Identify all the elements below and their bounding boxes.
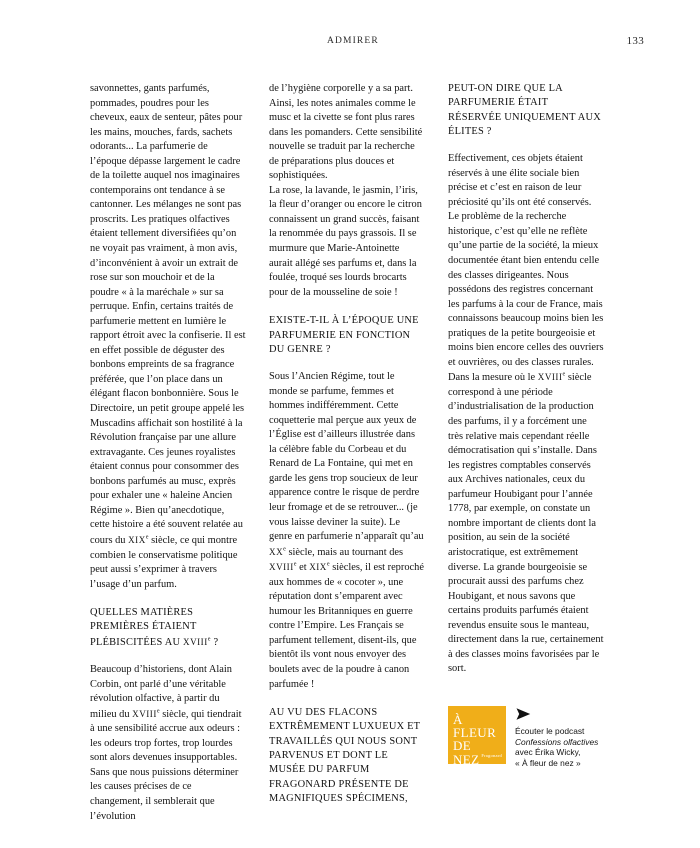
col1-subhead-text: QUELLES MATIÈRES PREMIÈRES ÉTAIENT PLÉBISCITÉES AU [90,607,197,648]
col2-p3-text-mid-1: siècle, mais au tournant des [285,546,404,558]
col1-p2-text-end: siècle, qui tiendrait à une sensibilité accrue aux odeurs : les odeurs trop fortes, trop lourdes sont alors devenues insupportables. Sans que nous puissions déterminer les causes précises de ce changement, il semblerait que l’évolution [90,708,242,822]
col1-p1-century-numeral: XIX [128,534,146,545]
col2-p3-text: Sous l’Ancien Régime, tout le monde se parfume, femmes et hommes indifféremment. Cette coquetterie mal perçue aux yeux de l’Église est d’ailleurs illustrée dans la célèbre fable du Corbeau et du Renard de La Fontaine, qui met en garde les gens trop soucieux de leur apparence contre le risque de perdre leur fromage et de se retrouver... (je vous laisse deviner la suite). Le genre en parfumerie n’apparaît qu’au [269,371,424,543]
col3-paragraph-1 [448,152,604,677]
col2-p3-century-suffix-3: e [326,560,330,568]
podcast-logo-line-4: NEZ [453,751,480,764]
col3-p1-century-suffix: e [562,370,566,378]
col2-p3-text-end: siècles, il est reproché aux hommes de « cocoter », une réputation dont s’emparent avec humour les Britanniques en guerre contre l’Empire. Les Français se parfument tellement, disent-ils, que bientôt ils vont nous envoyer des boulets avec de la poudre à canon parfumée ! [269,562,424,690]
col1-paragraph-1 [90,82,246,592]
col2-subheading-flacons: AU VU DES FLACONS EXTRÊMEMENT LUXUEUX ET TRAVAILLÉS QUI NOUS SONT PARVENUS ET DONT LE MUSÉE DU PARFUM FRAGONARD PRÉSENTE DE MAGNIFIQUES SPÉCIMENS, [269,707,421,804]
page-number: 133 [626,35,644,47]
column-2 [269,82,425,802]
col3-p1-text-end: siècle correspond à une période d’industrialisation de la production des parfums, il y a forcément une très relative mais cependant réelle démocratisation qui s’installe. Dans les registres comptables conservés aux Archives nationales, ceux du parfumeur Houbigant pour l’année 1778, par exemple, on constate un nombre important de clients dont la position, au sein de la société aristocratique, est extrêmement diverse. La grande bourgeoisie se procurait aussi des parfums chez Houbigant, et nous savons que certains produits parfumés étaient revendus ensuite sous le manteau, directement dans la rue, certainement à des classes moins favorisées par le sort. [448,372,604,675]
three-column-text-area [90,82,644,822]
col1-p1-text: savonnettes, gants parfumés, pommades, poudres pour les cheveux, eaux de senteur, pâtes pour les mains, mouches, fards, sachets odorants... La parfumerie de l’époque dépasse largement le cadre de la toilette auquel nos imaginaires contemporains ont tendance à se cantonner. Les mélanges ne sont pas proscrits. Les pratiques olfactives étaient tellement diversifiées qu’on ne voyait pas vraiment, à mon avis, d’inconvénient à avoir un extrait de rose sur son mouchoir et de la poudre « à la maréchale » sur sa perruque. Enfin, certains traités de parfumerie mettent en lumière le rapport étroit avec la confiserie. Il est en effet possible de déguster des bonbons empreints de sa fragrance préférée, que l’on place dans un élégant flacon bonbonnière. Sous le Directoire, un petit groupe appelé les Muscadins affichait son hostilité à la Révolution française par une allure extravagante. Ces jeunes royalistes étaient connus pour consommer des bonbons parfumés au musc, exprès pour exhaler une « haleine Ancien Régime ». Bien qu’anecdotique, cette histoire a été souvent relatée au cours du [90,83,246,546]
podcast-promo-body [515,706,598,768]
podcast-promo-title: Confessions olfactives [515,736,599,747]
running-head-section: ADMIRER [327,36,379,46]
col2-p3-century-numeral-1: XX [269,546,284,557]
col2-paragraph-3 [269,370,425,692]
col2-p3-text-mid-2: et [296,562,310,574]
col1-p2-century-suffix: e [156,707,160,715]
podcast-logo-brand: Fragonard [481,753,502,758]
podcast-promo-line-4: « À fleur de nez » [515,757,581,768]
podcast-promo-text [515,726,598,768]
col2-subheading-genre: EXISTE-T-IL À L’ÉPOQUE UNE PARFUMERIE EN FONCTION DU GENRE ? [269,315,419,355]
col2-p3-century-numeral-3: XIX [309,562,327,573]
column-1 [90,82,246,822]
col1-p1-century-suffix: e [145,533,149,541]
col1-paragraph-2 [90,663,246,824]
podcast-promo[interactable] [448,706,628,768]
col1-p2-text: Beaucoup d’historiens, dont Alain Corbin, ont parlé d’une véritable révolution olfactive, à partir du milieu du [90,664,232,720]
podcast-promo-line-3: avec Érika Wicky, [515,747,581,758]
col2-p3-century-numeral-2: XVIII [269,562,294,573]
col2-p3-century-suffix-2: e [293,560,297,568]
col1-subhead-century-numeral: XVIII [183,636,208,647]
col1-subhead-text-end: ? [210,636,219,648]
running-head [90,36,644,52]
column-3 [448,82,604,802]
podcast-promo-line-1: Écouter le podcast [515,726,585,736]
col3-p1-century-numeral: XVIII [537,372,563,383]
col1-p2-century-numeral: XVIII [132,708,157,719]
col2-paragraph-2: La rose, la lavande, le jasmin, l’iris, la fleur d’oranger ou encore le citron connaissent un grand succès, faisant la renommée du pays grassois. Il se murmure que Marie-Antoinette aurait allégé ses parfums et, dans la foulée, troqué ses lourds brocarts pour de la mousseline de soie ! [269,184,422,298]
col1-subhead-century-suffix: e [207,635,211,643]
podcast-logo-line-1: À [453,712,463,727]
podcast-logo-line-2: FLEUR [453,725,497,741]
play-arrow-icon[interactable] [515,707,532,721]
col2-p3-century-suffix-1: e [283,545,286,553]
podcast-logo [448,706,506,764]
col3-p1-text: Effectivement, ces objets étaient réservés à une élite sociale bien précise et c’est en raison de leur préciosité qu’ils ont été conservés. Le problème de la recherche historique, c’est qu’elle ne reflète qu’une partie de la société, la mieux documentée étant bien entendu celle des classes dirigeantes. Nous possédons des registres concernant les parfums à la cour de France, mais connaissons beaucoup moins bien les pratiques de la petite bourgeoisie et moins bien encore celles des ouvriers et ouvrières, ou des classes rurales. Dans la mesure où le [448,153,604,384]
col3-subheading-elites: PEUT-ON DIRE QUE LA PARFUMERIE ÉTAIT RÉSERVÉE UNIQUEMENT AUX ÉLITES ? [448,83,601,137]
col1-subheading [90,606,246,650]
col2-paragraph-1: de l’hygiène corporelle y a sa part. Ainsi, les notes animales comme le musc et la civette se font plus rares dans les pomanders. Cette sensibilité nouvelle se traduit par la recherche de préparations plus douces et sophistiquées. [269,83,423,182]
col1-p1-text-end: siècle, ce qui montre combien le conservatisme politique peut aussi s’exprimer à travers l’usage d’un parfum. [90,534,238,590]
podcast-logo-line-3: DE [453,738,472,754]
